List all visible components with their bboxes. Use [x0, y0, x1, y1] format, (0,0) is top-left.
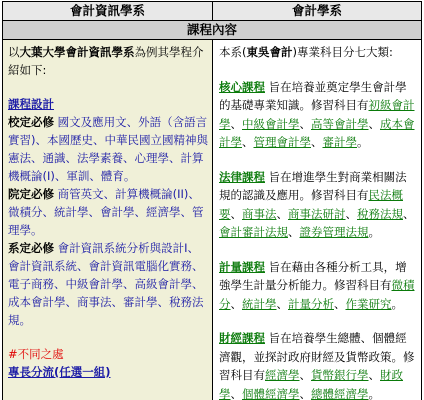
right-column: [213, 40, 421, 400]
course-category: 法律課程 旨在增進學生對商業相關法規的認識及應用。修習科目有民法概要、商事法、商事法研討、稅務法規、會計審計法規、證券管理法規。: [219, 169, 415, 239]
course-link[interactable]: 管理會計學: [253, 135, 311, 149]
course-link[interactable]: 財政學: [219, 368, 403, 400]
course-link[interactable]: 貨幣銀行學: [311, 368, 369, 382]
course-link[interactable]: 成本會計學: [219, 116, 415, 149]
course-link[interactable]: 總體經濟學: [311, 386, 369, 400]
course-link[interactable]: 計量分析: [288, 296, 334, 311]
course-link[interactable]: 初級會計學: [219, 98, 415, 131]
left-intro: 以大葉大學會計資訊學系為例其學程介紹如下:: [8, 45, 204, 77]
course-link[interactable]: 商事法: [242, 206, 277, 221]
left-column: [3, 40, 213, 400]
course-design-heading: 課程設計: [8, 97, 54, 111]
school-required: 校定必修 國文及應用文、外語（含語言實習)、本國歷史、中華民國立國精神與憲法、通識、法學素養、心理學、計算機概論(I)、軍訓、體育。: [8, 115, 208, 183]
course-link[interactable]: 統計學: [242, 296, 277, 311]
header-accounting-information: 會計資訊學系: [3, 2, 213, 21]
header-accounting: 會計學系: [213, 2, 421, 21]
course-link[interactable]: 會計審計法規: [219, 225, 288, 239]
course-link[interactable]: 證券管理法規: [299, 225, 369, 239]
difference-note: #不同之處: [8, 347, 64, 361]
section-title: 課程內容: [3, 21, 421, 40]
course-category: 財經課程 旨在培養學生總體、個體經濟觀，並探討政府財經及貨幣政策。修習科目有經濟學、貨幣銀行學、財政學、個體經濟學、總體經濟學。: [219, 331, 415, 400]
course-category: 計量課程 旨在藉由各種分析工具，增強學生計量分析能力。修習科目有微積分、統計學、計量分析、作業研究。: [219, 259, 415, 311]
dept-required: 系定必修 會計資訊系統分析與設計I、會計資訊系統、會計資訊電腦化實務、電子商務、中級會計學、高級會計學、成本會計學、商事法、審計學、稅務法規。: [8, 241, 204, 327]
curriculum-comparison-table: [2, 1, 422, 400]
course-link[interactable]: 中級會計學: [242, 116, 300, 131]
category-title: 核心課程: [219, 79, 265, 94]
course-category: 核心課程 旨在培養並奠定學生會計學的基礎專業知識。修習科目有初級會計學、中級會計學、高等會計學、成本會計學、管理會計學、審計學。: [219, 79, 415, 149]
category-title: 法律課程: [219, 169, 265, 184]
course-link[interactable]: 個體經濟學: [242, 386, 300, 400]
course-link[interactable]: 商事法研討: [288, 206, 346, 221]
course-link[interactable]: 作業研究: [345, 296, 392, 311]
right-intro: 本系(東吳會計)專業科目分七大類:: [219, 45, 393, 59]
course-link[interactable]: 經濟學: [265, 368, 300, 382]
track-heading: 專長分流(任選一組): [8, 365, 111, 379]
category-title: 計量課程: [219, 259, 265, 274]
course-link[interactable]: 審計學: [322, 135, 357, 149]
college-required: 院定必修 商管英文、計算機概論(II)、微積分、統計學、會計學、經濟學、管理學。: [8, 187, 204, 237]
course-link[interactable]: 稅務法規: [357, 206, 403, 221]
category-title: 財經課程: [219, 331, 265, 345]
course-link[interactable]: 民法概要: [219, 188, 403, 221]
course-link[interactable]: 高等會計學: [311, 116, 369, 131]
course-link[interactable]: 微積分: [219, 278, 415, 311]
